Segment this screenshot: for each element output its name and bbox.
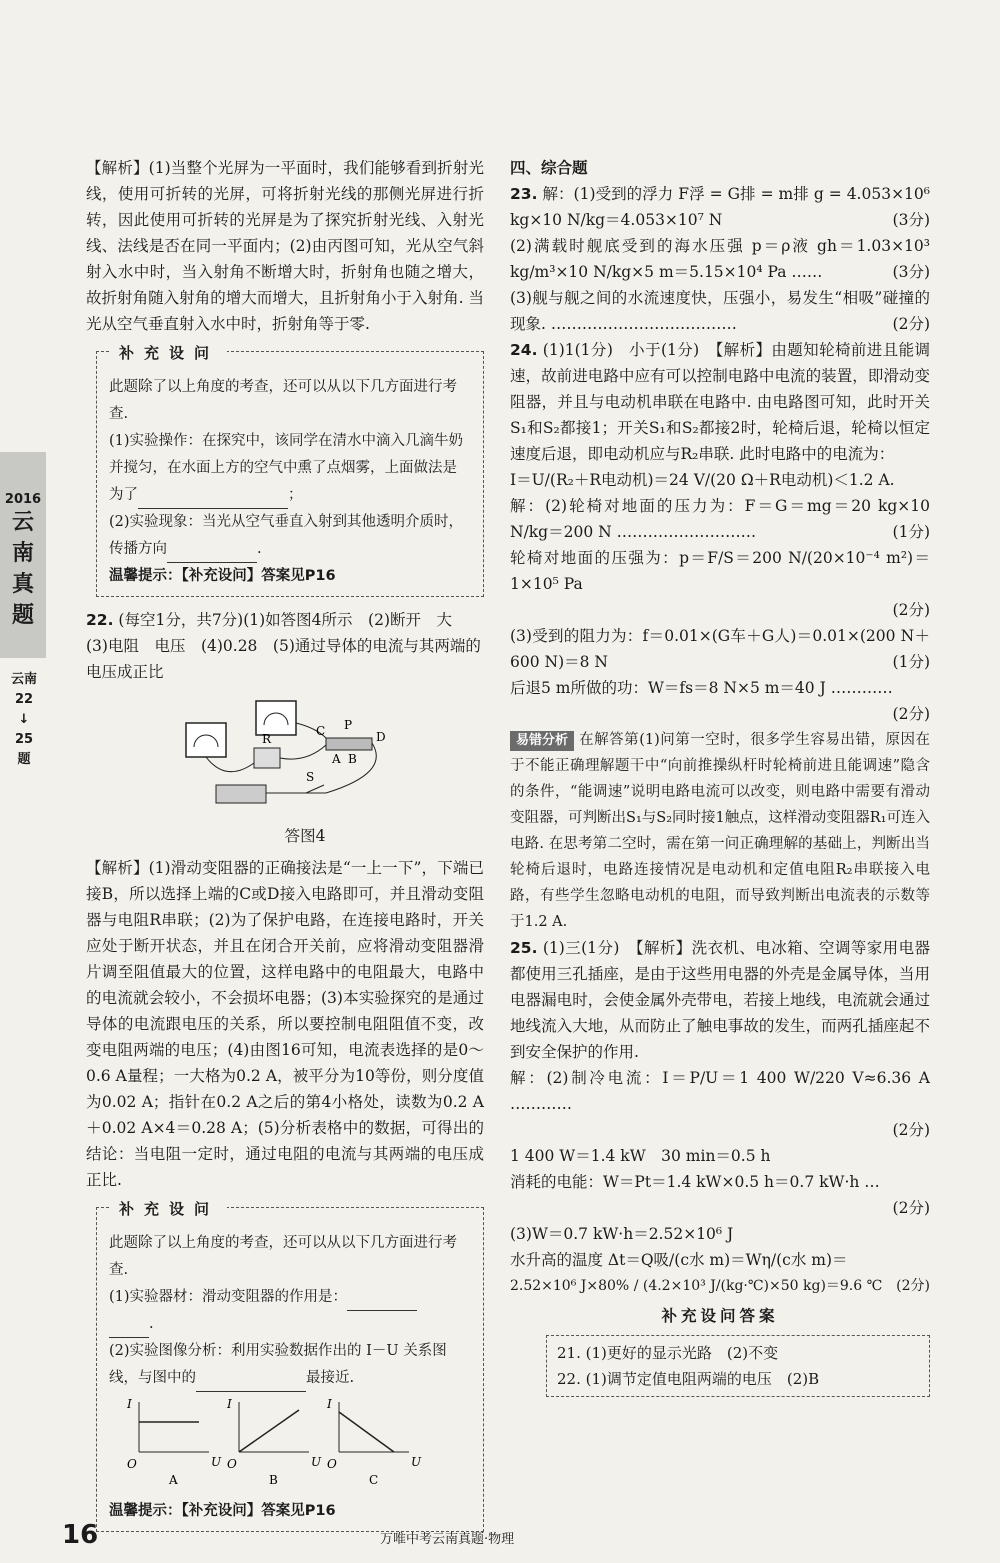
svg-text:U: U: [211, 1455, 222, 1469]
score: (3分): [892, 211, 930, 229]
score: (2分): [892, 315, 930, 333]
box-q1-line: .: [109, 1311, 471, 1338]
box-q2: (2)实验图像分析：利用实验数据作出的 I－U 关系图线，与图中的 最接近.: [109, 1338, 471, 1392]
question-25: [510, 935, 930, 1299]
q23-line1: 解：(1)受到的浮力 F浮 = G排 = m排 g = 4.053×10⁶ kg×10 N/kg＝4.053×10⁷ N: [510, 185, 930, 229]
voltmeter: [186, 723, 226, 757]
box-intro: 此题除了以上角度的考查，还可以从以下几方面进行考查.: [109, 379, 457, 422]
analysis-22: 【解析】(1)滑动变阻器的正确接法是“一上一下”，下端已接B，所以选择上端的C或D接入电路即可，并且滑动变阻器与电阻R串联；(2)为了保护电路，在连接电路时，开关应处于断开状态，并且在闭合开关前，应将滑动变阻器滑片调至阻值最大的位置，这样电路中的电阻最大，电路中的电流就会较小，不会损坏电器；(3)本实验探究的是通过导体的电流跟电压的关系，所以要控制电阻阻值不变，改变电阻两端的电压；(4)由图16可知，电流表选择的是0～0.6 A量程；一大格为0.2 A，被平分为10等份，则分度值为0.02 A；指针在0.2 A之后的第4小格处，读数为0.2 A＋0.02 A×4＝0.28 A；(5)分析表格中的数据，可得出的结论：当电阻一定时，通过电阻的电流与其两端的电压成正比.: [86, 859, 484, 1189]
q23-line2: (2)满载时舰底受到的海水压强 p＝ρ液 gh＝1.03×10³ kg/m³×10 N/kg×5 m＝5.15×10⁴ Pa ……: [510, 237, 930, 281]
analysis-21: 【解析】(1)当整个光屏为一平面时，我们能够看到折射光线，使用可折转的光屏，可将折射光线的那侧光屏进行折转，因此使用可折转的光屏是为了探究折射光线、入射光线、法线是否在同一平面内；(2)由丙图可知，光从空气斜射入水中时，当入射角不断增大时，折射角也随之增大，故折射角随入射角的增大而增大，且折射角小于入射角. 当光从空气垂直射入水中时，折射角等于零.: [86, 159, 484, 333]
label-r: R: [262, 732, 272, 746]
range-text: 22: [14, 692, 34, 707]
label-c: C: [316, 724, 326, 738]
q24-line3: 轮椅对地面的压强为：p＝F/S＝200 N/(20×10⁻⁴ m²)＝1×10⁵ Pa: [510, 549, 930, 593]
svg-text:C: C: [369, 1473, 379, 1487]
switch: [266, 785, 326, 793]
circuit-diagram: [176, 693, 406, 813]
box-tip: 温馨提示：【补充设问】答案见P16: [109, 1503, 336, 1519]
iu-graphs: [109, 1392, 439, 1488]
q24-number: 24.: [510, 341, 538, 359]
box-q2: (2)实验现象：当光从空气垂直入射到其他透明介质时，传播方向 .: [109, 509, 471, 563]
label-d: D: [376, 730, 386, 744]
score: (1分): [892, 523, 930, 541]
q22-number: 22.: [86, 611, 114, 629]
circuit-figure: [176, 693, 484, 821]
score: (2分): [896, 1278, 930, 1294]
answer-22: 22. (1)调节定值电阻两端的电压 (2)B: [557, 1370, 820, 1388]
score: (3分): [892, 263, 930, 281]
range-text: ↓: [18, 712, 30, 727]
sidebar-title-3: 真: [11, 572, 34, 597]
question-23: [510, 181, 930, 337]
q24-line1: (1)1(1分) 小于(1分) 【解析】由题知轮椅前进且能调速，故前进电路中应有可以控制电路中电流的装置，即滑动变阻器，并且与电动机串联在电路中. 由电路图可知，此时开关S₁和S₂都接1；开关S₁和S₂都接2时，轮椅后退，轮椅以恒定速度后退，即电动机应与R₂串联. 此时电路中的电流为：: [510, 341, 930, 463]
svg-text:U: U: [411, 1455, 422, 1469]
q25-line3: 1 400 W＝1.4 kW 30 min＝0.5 h: [510, 1147, 771, 1165]
graph-c: [326, 1397, 422, 1487]
score: (2分): [892, 705, 930, 723]
resistor: [254, 748, 280, 768]
sidebar-tab: [0, 452, 46, 658]
sidebar-range: [6, 670, 42, 770]
svg-text:A: A: [169, 1473, 178, 1487]
score: (2分): [892, 1121, 930, 1139]
box-tip: 温馨提示：【补充设问】答案见P16: [109, 568, 336, 584]
question-24: [510, 337, 930, 935]
svg-text:I: I: [327, 1397, 332, 1411]
graph-a: [126, 1397, 222, 1487]
q25-line2: 解：(2)制冷电流：I＝P/U＝1 400 W/220 V≈6.36 A …………: [510, 1069, 930, 1113]
svg-text:I: I: [227, 1397, 232, 1411]
battery: [216, 785, 266, 803]
box-q1: (1)实验器材：滑动变阻器的作用是：: [109, 1284, 471, 1311]
q24-line5: 后退5 m所做的功：W＝fs＝8 N×5 m＝40 J …………: [510, 679, 893, 697]
q23-line3: (3)舰与舰之间的水流速度快，压强小，易发生“相吸”碰撞的现象. ………………………………: [510, 289, 930, 333]
svg-text:U: U: [311, 1455, 322, 1469]
answer-21: 21. (1)更好的显示光路 (2)不变: [557, 1344, 779, 1362]
supplement-box-21: [96, 344, 484, 597]
label-p: P: [344, 718, 353, 732]
score: (2分): [892, 1199, 930, 1217]
box-tag: 补充设问: [111, 340, 227, 367]
q22-text: (每空1分，共7分)(1)如答图4所示 (2)断开 大 (3)电阻 电压 (4)0.28 (5)通过导体的电流与其两端的电压成正比: [86, 611, 481, 681]
range-text: 云南: [10, 672, 37, 687]
q25-line6: 水升高的温度 Δt＝Q吸/(c水 m)＝Wη/(c水 m)＝: [510, 1251, 848, 1269]
sidebar-title-4: 题: [11, 603, 34, 628]
q24-line2: 解：(2)轮椅对地面的压力为：F＝G＝mg＝20 kg×10 N/kg＝200 N ………………………: [510, 497, 930, 541]
box-q1: (1)实验操作：在探究中，该同学在清水中滴入几滴牛奶并搅匀，在水面上方的空气中熏了点烟雾，上面做法是为了 ；: [109, 428, 471, 509]
q25-line7: 2.52×10⁶ J×80% / (4.2×10³ J/(kg·℃)×50 kg)＝9.6 ℃: [510, 1278, 883, 1294]
range-text: 题: [17, 752, 31, 767]
svg-text:O: O: [327, 1457, 337, 1471]
q25-line4: 消耗的电能：W＝Pt＝1.4 kW×0.5 h＝0.7 kW·h …: [510, 1173, 880, 1191]
score: (1分): [892, 653, 930, 671]
label-a: A: [332, 752, 341, 766]
footer-title: 万唯中考云南真题·物理: [380, 1532, 515, 1547]
svg-text:I: I: [127, 1397, 132, 1411]
left-column: [86, 155, 484, 1542]
supplement-box-22: [96, 1200, 484, 1532]
graph-b: [226, 1397, 322, 1487]
q25-line5: (3)W＝0.7 kW·h＝2.52×10⁶ J: [510, 1225, 734, 1243]
answers-box: [546, 1335, 930, 1397]
label-b: B: [348, 752, 357, 766]
q23-number: 23.: [510, 185, 538, 203]
sidebar-title-2: 南: [11, 541, 34, 566]
section-title: 四、综合题: [510, 159, 588, 177]
svg-text:B: B: [269, 1473, 278, 1487]
svg-text:O: O: [127, 1457, 137, 1471]
error-analysis-tag: 易错分析: [510, 731, 574, 751]
sidebar-year: 2016: [4, 492, 42, 507]
error-analysis-text: 在解答第(1)问第一空时，很多学生容易出错，原因在于不能正确理解题干中“向前推操纵杆时轮椅前进且能调速”隐含的条件，“能调速”说明电路电流可以改变，则电路中需要有滑动变阻器，可判断出S₁与S₂同时接1触点，这样滑动变阻器R₁可连入电路. 在思考第二空时，需在第一问正确理解的基础上，判断出当轮椅后退时，电路连接情况是电动机和定值电阻R₂串联接入电路，有些学生忽略电动机的电阻，而导致判断出电流表的示数等于1.2 A.: [510, 732, 930, 930]
q24-formula: I＝U/(R₂＋R电动机)＝24 V/(20 Ω＋R电动机)＜1.2 A.: [510, 471, 895, 489]
q25-number: 25.: [510, 939, 538, 957]
question-22: [86, 607, 484, 685]
q25-line1: (1)三(1分) 【解析】洗衣机、电冰箱、空调等家用电器都使用三孔插座，是由于这些用电器的外壳是金属导体，当用电器漏电时，会使金属外壳带电，若接上地线，电流就会通过地线流入大地，从而防止了触电事故的发生，而两孔插座起不到安全保护的作用.: [510, 939, 930, 1061]
box-intro: 此题除了以上角度的考查，还可以从以下几方面进行考查.: [109, 1235, 457, 1278]
ammeter: [256, 701, 296, 735]
figure-caption: 答图4: [284, 827, 326, 845]
page-number: 16: [62, 1520, 99, 1550]
answers-title: 补充设问答案: [661, 1306, 779, 1325]
score: (2分): [892, 601, 930, 619]
svg-text:O: O: [227, 1457, 237, 1471]
box-tag: 补充设问: [111, 1196, 227, 1223]
label-s: S: [306, 770, 315, 784]
right-column: [510, 155, 930, 1397]
range-text: 25: [14, 732, 34, 747]
rheostat: [326, 738, 372, 750]
q24-line4: (3)受到的阻力为：f＝0.01×(G车＋G人)＝0.01×(200 N＋600 N)＝8 N: [510, 627, 930, 671]
sidebar-title-1: 云: [11, 510, 34, 535]
